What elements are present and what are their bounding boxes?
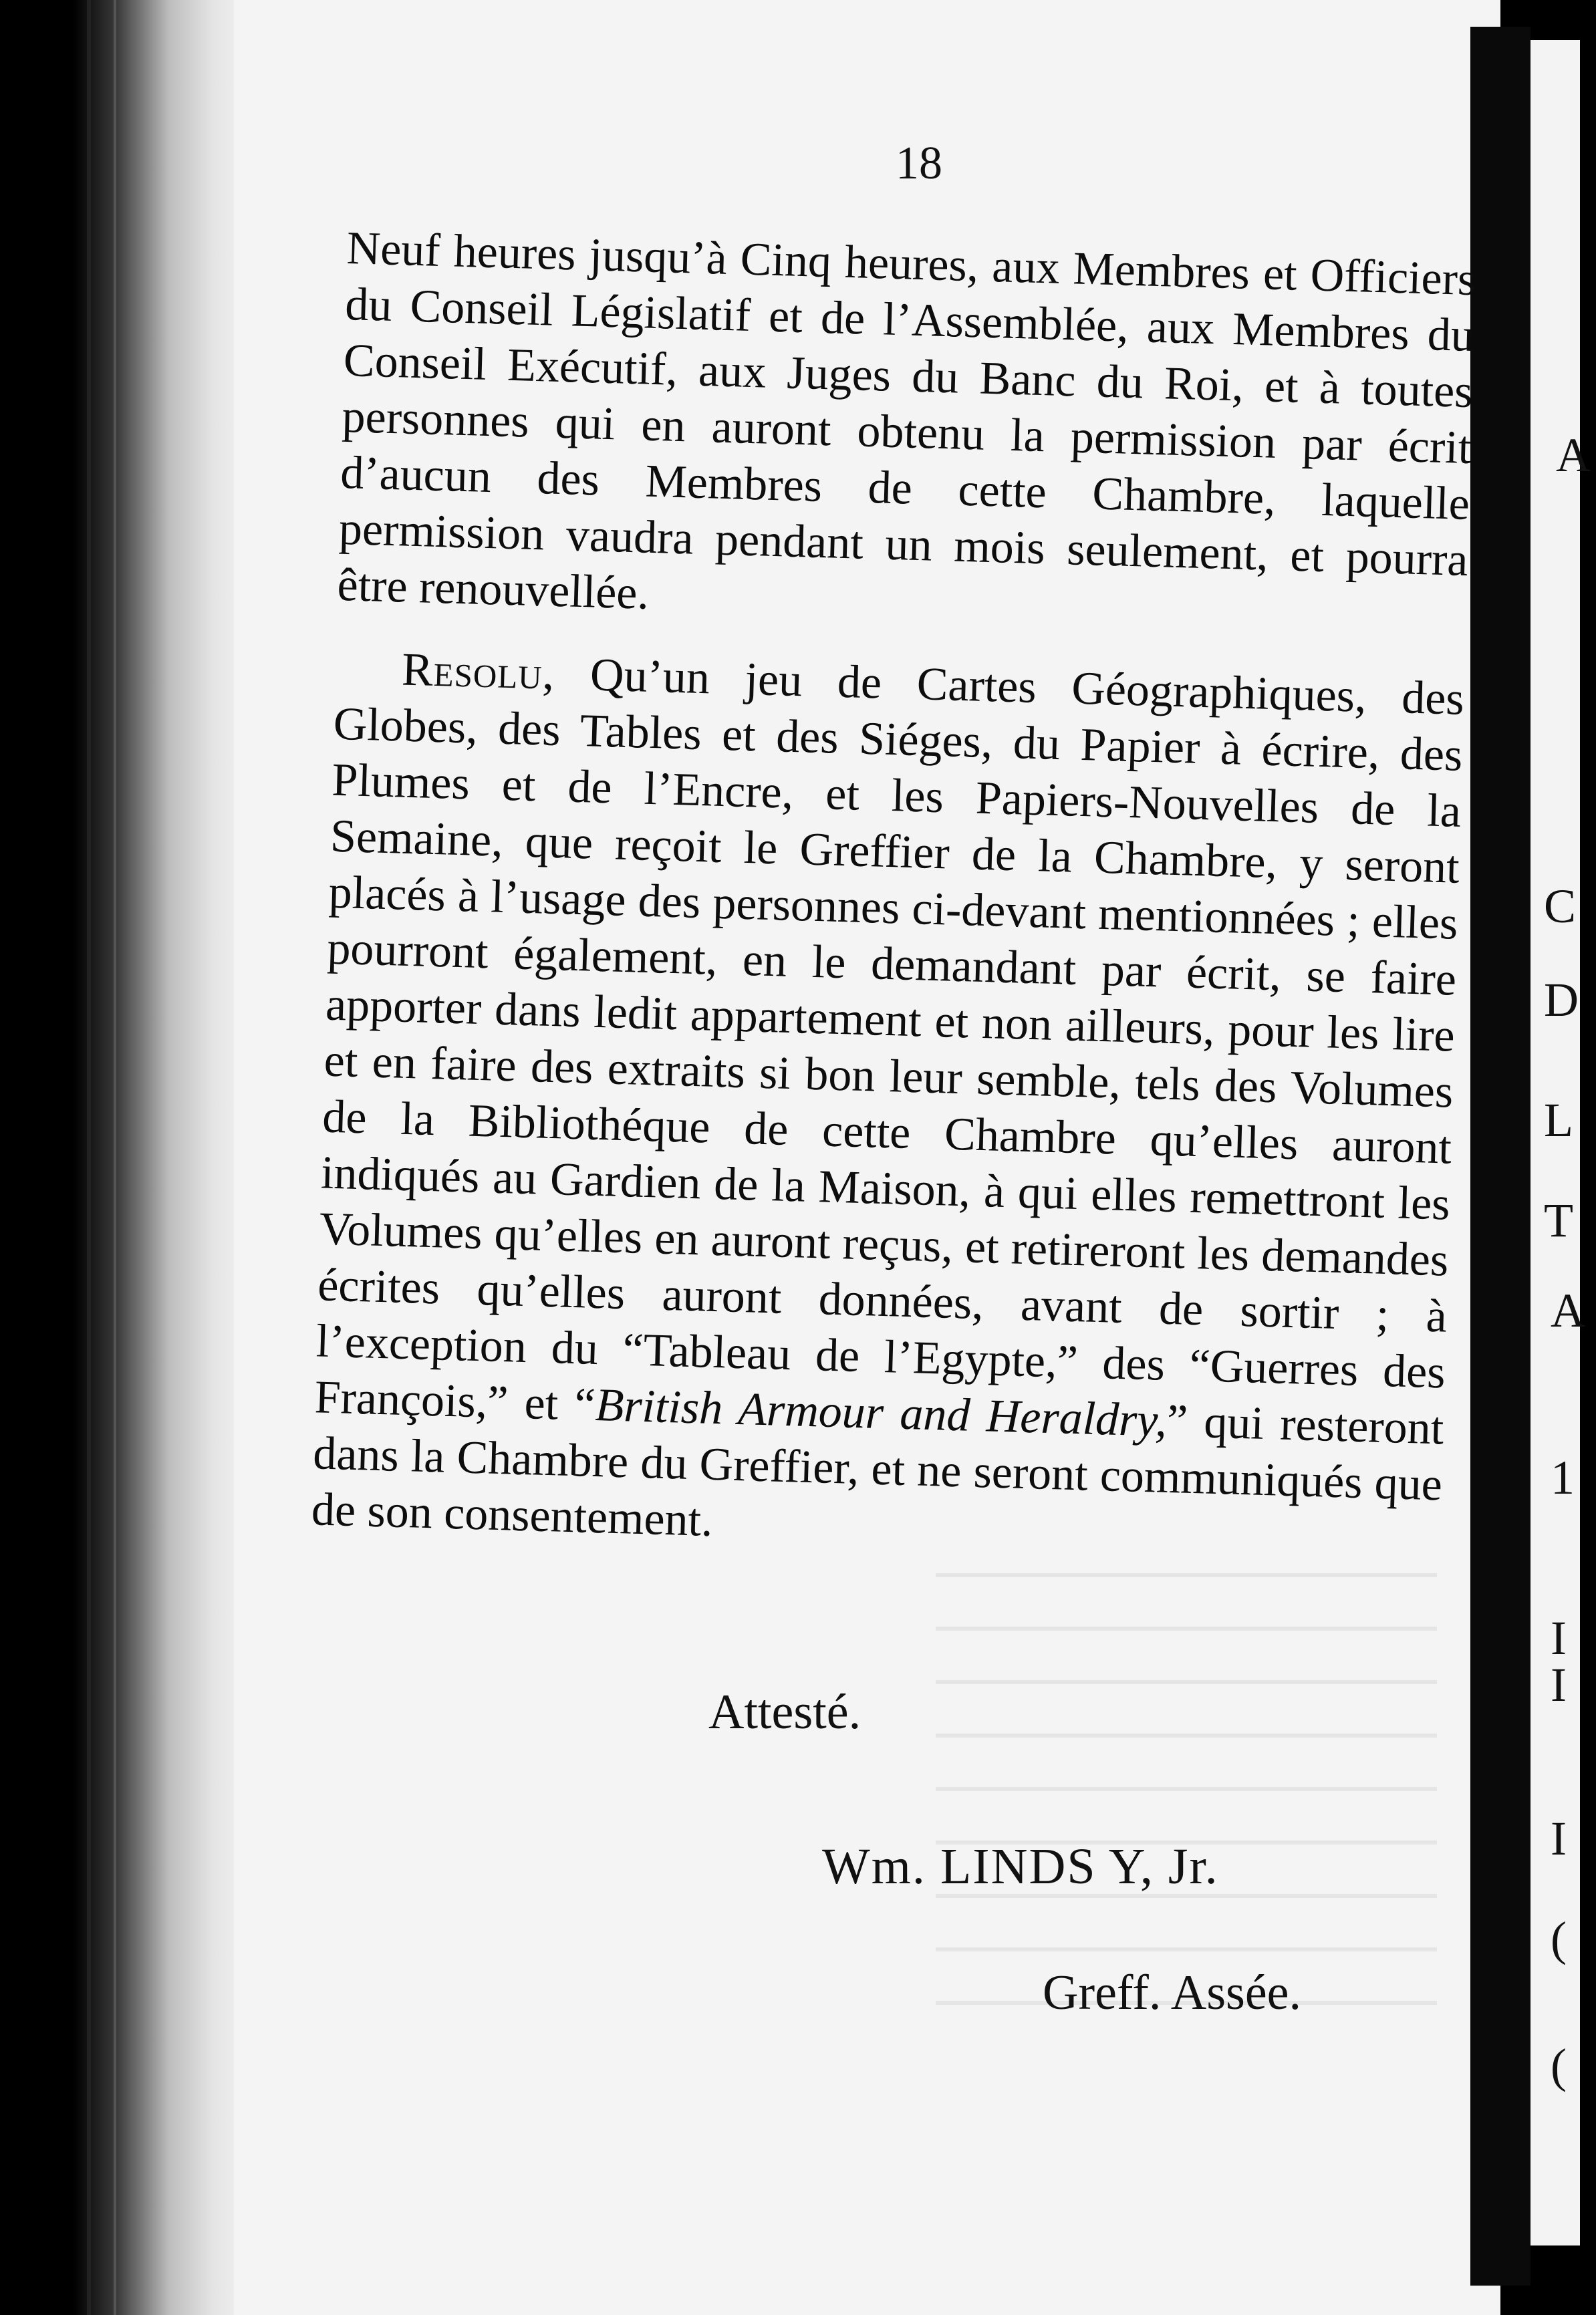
right-gutter — [1470, 27, 1531, 2286]
adjacent-page-edge — [1531, 40, 1591, 2245]
paragraph-continuation: Neuf heures jusqu’à Cinq heures, aux Membres et Officiers du Conseil Législatif et de l’Assemblée, aux Membres du Conseil Exécutif, aux Juges du Banc du Roi, et à toutes personnes qui en auront obtenu la permission par écrit d’aucun des Membres de cette Chambre, laquelle permission vaudra pendant un mois seulement, et pourra être renouvellée. — [336, 222, 1477, 620]
resolution-lead: Resolu, — [401, 644, 556, 700]
adjacent-page-letter: T — [1544, 1194, 1573, 1247]
adjacent-page-letter: D — [1544, 973, 1579, 1027]
adjacent-page-letter: 1 — [1551, 1451, 1575, 1504]
adjacent-page-letter: I — [1551, 1658, 1567, 1712]
adjacent-page-letter: L — [1544, 1093, 1573, 1147]
spine-edge-line — [114, 0, 116, 2315]
resolution-paragraph — [311, 640, 1465, 1570]
adjacent-page-letter: C — [1544, 879, 1577, 933]
body-text — [310, 221, 1477, 1596]
adjacent-page-letter: I — [1551, 1812, 1567, 1865]
book-title-italic: British Armour and Heraldry, — [594, 1379, 1168, 1447]
page-number: 18 — [896, 138, 942, 189]
adjacent-page-letter: A — [1556, 428, 1591, 482]
signature-name: Wm. LINDS Y, Jr. — [822, 1839, 1219, 1895]
adjacent-page-letter: ( — [1551, 2039, 1567, 2092]
signature-title: Greff. Assée. — [1043, 1965, 1302, 2020]
resolution-tail: ” qui resteront dans la Chambre du Greffier, et ne seront communiqués que de son consentement. — [311, 1395, 1445, 1547]
spine-edge-line — [87, 0, 91, 2315]
adjacent-page-letter: I — [1551, 1611, 1567, 1665]
adjacent-page-letter: A — [1551, 1284, 1585, 1337]
attestation: Attesté. — [708, 1685, 861, 1740]
resolution-body: Qu’un jeu de Cartes Géographiques, des Globes, des Tables et des Siéges, du Papier à écrire, des Plumes et de l’Encre, et les Papiers-Nouvelles de la Semaine, que reçoit le Greffier de la Chambre, y seront placés à l’usage des personnes ci-devant mentionnées ; elles pourront également, en le demandant par écrit, se faire apporter dans ledit appartement et non ailleurs, pour les lire et en faire des extraits si bon leur semble, tels des Volumes de la Bibliothéque de cette Chambre qu’elles auront indiqués au Gardien de la Maison, à qui elles remettront les Volumes qu’elles en auront reçus, et retireront les demandes écrites qu’elles auront données, avant de sortir ; à l’exception du “Tableau de l’Egypte,” des “Guerres des François,” et “ — [313, 648, 1465, 1432]
show-through-texture — [936, 1537, 1437, 2005]
adjacent-page-letter: ( — [1551, 1912, 1567, 1965]
book-spine — [74, 0, 247, 2315]
